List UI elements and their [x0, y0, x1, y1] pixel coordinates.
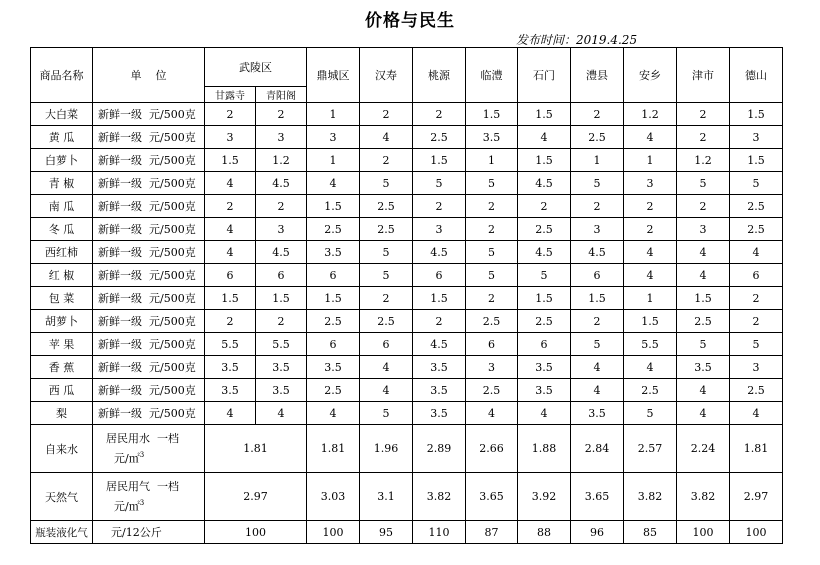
table-row — [31, 149, 783, 172]
price-cell: 4 — [518, 402, 571, 425]
price-cell: 2.84 — [571, 425, 624, 473]
price-cell: 2.5 — [624, 379, 677, 402]
price-cell: 3.5 — [205, 379, 256, 402]
price-cell: 5 — [677, 172, 730, 195]
price-cell: 3.03 — [307, 473, 360, 521]
lpg-unit: 元/12公斤 — [93, 521, 205, 544]
price-cell: 96 — [571, 521, 624, 544]
price-cell: 5 — [360, 241, 413, 264]
price-cell: 6 — [413, 264, 466, 287]
price-cell: 2 — [360, 287, 413, 310]
price-cell: 2 — [624, 218, 677, 241]
item-unit: 新鲜一级 元/500克 — [93, 195, 205, 218]
price-cell: 1.96 — [360, 425, 413, 473]
price-cell: 6 — [518, 333, 571, 356]
price-cell: 3.92 — [518, 473, 571, 521]
item-name: 梨 — [31, 402, 93, 425]
price-cell: 3.5 — [413, 402, 466, 425]
item-unit: 新鲜一级 元/500克 — [93, 149, 205, 172]
price-cell: 1.5 — [518, 149, 571, 172]
header-unit: 单 位 — [93, 48, 205, 103]
price-cell: 4 — [256, 402, 307, 425]
price-cell: 3.65 — [466, 473, 518, 521]
item-unit: 新鲜一级 元/500克 — [93, 241, 205, 264]
header-subdistrict: 青阳阁 — [256, 87, 307, 103]
price-cell: 110 — [413, 521, 466, 544]
item-unit: 新鲜一级 元/500克 — [93, 310, 205, 333]
item-unit: 新鲜一级 元/500克 — [93, 103, 205, 126]
price-cell: 3.5 — [518, 356, 571, 379]
price-cell: 2.5 — [730, 379, 783, 402]
price-cell: 4 — [360, 356, 413, 379]
item-name: 黄 瓜 — [31, 126, 93, 149]
item-unit: 新鲜一级 元/500克 — [93, 333, 205, 356]
price-cell: 2 — [571, 195, 624, 218]
price-cell: 5 — [466, 241, 518, 264]
price-cell: 4 — [677, 402, 730, 425]
price-cell: 3.5 — [256, 356, 307, 379]
header-region: 澧县 — [571, 48, 624, 103]
price-cell: 2 — [677, 103, 730, 126]
header-region: 鼎城区 — [307, 48, 360, 103]
price-cell: 1.81 — [730, 425, 783, 473]
price-cell: 1.5 — [466, 103, 518, 126]
price-cell: 5 — [413, 172, 466, 195]
price-cell: 1.5 — [413, 149, 466, 172]
price-cell: 2.66 — [466, 425, 518, 473]
price-cell: 4 — [360, 379, 413, 402]
price-cell: 4 — [677, 379, 730, 402]
price-cell: 100 — [307, 521, 360, 544]
table-row — [31, 218, 783, 241]
price-cell: 5 — [571, 172, 624, 195]
header-region: 临澧 — [466, 48, 518, 103]
table-row — [31, 356, 783, 379]
item-name: 香 蕉 — [31, 356, 93, 379]
price-cell: 5 — [466, 264, 518, 287]
price-cell: 3.1 — [360, 473, 413, 521]
item-name: 冬 瓜 — [31, 218, 93, 241]
item-unit: 新鲜一级 元/500克 — [93, 172, 205, 195]
price-cell: 6 — [307, 264, 360, 287]
price-cell: 3.5 — [256, 379, 307, 402]
price-cell: 100 — [730, 521, 783, 544]
price-cell: 2 — [624, 195, 677, 218]
table-row — [31, 264, 783, 287]
price-cell: 1.5 — [307, 195, 360, 218]
price-cell: 5 — [730, 172, 783, 195]
item-unit: 新鲜一级 元/500克 — [93, 264, 205, 287]
price-cell: 5.5 — [256, 333, 307, 356]
price-cell: 3 — [730, 356, 783, 379]
price-cell: 2 — [360, 149, 413, 172]
price-cell: 4 — [205, 402, 256, 425]
price-cell: 2.5 — [307, 218, 360, 241]
price-cell: 4 — [360, 126, 413, 149]
price-cell: 4.5 — [518, 172, 571, 195]
price-cell: 4 — [518, 126, 571, 149]
header-name: 商品名称 — [31, 48, 93, 103]
item-name: 西 瓜 — [31, 379, 93, 402]
lpg-row — [31, 521, 783, 544]
table-row — [31, 103, 783, 126]
price-cell: 2 — [677, 126, 730, 149]
price-cell: 2 — [466, 287, 518, 310]
price-cell: 2.24 — [677, 425, 730, 473]
price-cell: 1.5 — [624, 310, 677, 333]
price-cell: 2 — [205, 310, 256, 333]
price-cell: 5 — [677, 333, 730, 356]
price-cell: 3 — [307, 126, 360, 149]
utility-unit-text: 居民用水 一档 元/㎡$^3$ — [106, 432, 179, 465]
price-cell-wuling: 100 — [205, 521, 307, 544]
price-cell: 3.5 — [466, 126, 518, 149]
table-row — [31, 310, 783, 333]
price-cell: 4 — [205, 172, 256, 195]
price-cell: 1.88 — [518, 425, 571, 473]
price-cell: 3.5 — [413, 379, 466, 402]
price-cell: 4 — [466, 402, 518, 425]
price-cell: 5 — [360, 172, 413, 195]
header-region: 桃源 — [413, 48, 466, 103]
item-name: 南 瓜 — [31, 195, 93, 218]
price-cell: 4 — [205, 241, 256, 264]
price-cell: 2 — [730, 310, 783, 333]
table-row — [31, 379, 783, 402]
price-cell: 3.5 — [205, 356, 256, 379]
utility-row — [31, 425, 783, 473]
price-cell: 2.5 — [677, 310, 730, 333]
price-cell: 85 — [624, 521, 677, 544]
item-name: 白萝卜 — [31, 149, 93, 172]
price-cell: 1.5 — [307, 287, 360, 310]
price-cell: 100 — [677, 521, 730, 544]
price-cell: 3 — [256, 218, 307, 241]
price-cell: 88 — [518, 521, 571, 544]
price-cell: 1.5 — [677, 287, 730, 310]
table-row — [31, 333, 783, 356]
price-cell: 3.5 — [518, 379, 571, 402]
price-cell: 2 — [413, 195, 466, 218]
table-row — [31, 402, 783, 425]
price-cell: 3.5 — [307, 356, 360, 379]
item-name: 苹 果 — [31, 333, 93, 356]
price-cell: 2 — [413, 310, 466, 333]
table-row — [31, 241, 783, 264]
price-cell: 4.5 — [256, 241, 307, 264]
price-cell: 3 — [624, 172, 677, 195]
price-cell: 4 — [307, 402, 360, 425]
table-row — [31, 287, 783, 310]
price-cell: 6 — [307, 333, 360, 356]
price-cell: 4 — [571, 356, 624, 379]
price-cell: 5 — [730, 333, 783, 356]
price-cell: 2.5 — [307, 379, 360, 402]
header-wuling-district: 武陵区 — [205, 48, 307, 87]
price-cell: 3 — [677, 218, 730, 241]
price-cell: 1 — [466, 149, 518, 172]
price-cell: 1.5 — [205, 149, 256, 172]
price-cell: 5.5 — [624, 333, 677, 356]
utility-name: 天然气 — [31, 473, 93, 521]
price-cell: 2 — [256, 103, 307, 126]
utility-unit-text: 居民用气 一档 元/㎡$^3$ — [106, 480, 179, 513]
utility-name: 自来水 — [31, 425, 93, 473]
item-unit: 新鲜一级 元/500克 — [93, 287, 205, 310]
price-cell: 2 — [360, 103, 413, 126]
table-row — [31, 195, 783, 218]
price-cell: 6 — [205, 264, 256, 287]
price-cell: 3 — [730, 126, 783, 149]
price-cell: 2.5 — [730, 218, 783, 241]
price-cell: 1.5 — [518, 287, 571, 310]
price-cell: 3 — [413, 218, 466, 241]
price-cell: 3.82 — [624, 473, 677, 521]
price-cell: 2.97 — [730, 473, 783, 521]
price-cell: 1 — [624, 287, 677, 310]
price-cell: 5 — [518, 264, 571, 287]
price-cell: 2.5 — [571, 126, 624, 149]
lpg-name: 瓶装液化气 — [31, 521, 93, 544]
price-cell: 3.5 — [677, 356, 730, 379]
price-cell: 4 — [624, 241, 677, 264]
price-cell: 4.5 — [256, 172, 307, 195]
price-cell: 4 — [307, 172, 360, 195]
price-cell: 4.5 — [413, 333, 466, 356]
price-cell: 6 — [466, 333, 518, 356]
price-cell: 2 — [571, 103, 624, 126]
price-cell: 2 — [730, 287, 783, 310]
price-cell: 1 — [307, 103, 360, 126]
price-cell: 4 — [677, 264, 730, 287]
table-row — [31, 172, 783, 195]
price-cell: 2.5 — [360, 195, 413, 218]
item-unit: 新鲜一级 元/500克 — [93, 379, 205, 402]
price-cell: 3.82 — [677, 473, 730, 521]
header-region: 德山 — [730, 48, 783, 103]
item-name: 大白菜 — [31, 103, 93, 126]
item-name: 西红柿 — [31, 241, 93, 264]
price-cell: 1.5 — [730, 103, 783, 126]
price-cell: 3 — [571, 218, 624, 241]
price-cell: 2 — [466, 195, 518, 218]
price-cell: 2.5 — [466, 310, 518, 333]
price-cell: 1.5 — [730, 149, 783, 172]
price-cell: 2.5 — [730, 195, 783, 218]
item-unit: 新鲜一级 元/500克 — [93, 126, 205, 149]
price-cell: 2.57 — [624, 425, 677, 473]
price-cell: 1.5 — [256, 287, 307, 310]
price-cell: 3.82 — [413, 473, 466, 521]
price-cell: 2 — [677, 195, 730, 218]
price-cell: 1.2 — [624, 103, 677, 126]
price-cell: 1 — [624, 149, 677, 172]
price-cell: 4 — [730, 402, 783, 425]
price-cell: 4 — [205, 218, 256, 241]
price-cell: 2.5 — [360, 218, 413, 241]
item-name: 包 菜 — [31, 287, 93, 310]
item-name: 胡萝卜 — [31, 310, 93, 333]
price-cell: 3.5 — [307, 241, 360, 264]
price-cell: 3 — [205, 126, 256, 149]
price-cell: 4 — [624, 264, 677, 287]
price-cell: 5.5 — [205, 333, 256, 356]
price-cell: 2 — [518, 195, 571, 218]
price-cell: 3.5 — [413, 356, 466, 379]
price-cell: 2 — [205, 103, 256, 126]
price-table — [30, 47, 783, 544]
header-subdistrict: 甘露寺 — [205, 87, 256, 103]
header-region: 安乡 — [624, 48, 677, 103]
price-cell: 4 — [730, 241, 783, 264]
price-cell: 5 — [624, 402, 677, 425]
price-cell: 2.5 — [360, 310, 413, 333]
price-cell: 2 — [256, 310, 307, 333]
price-cell: 87 — [466, 521, 518, 544]
price-cell: 3.5 — [571, 402, 624, 425]
publish-date: 发布时间：2019.4.25 — [516, 33, 638, 47]
price-cell: 1.5 — [413, 287, 466, 310]
price-cell: 3 — [466, 356, 518, 379]
header-region: 津市 — [677, 48, 730, 103]
price-cell: 4 — [624, 356, 677, 379]
item-unit: 新鲜一级 元/500克 — [93, 218, 205, 241]
price-cell: 1 — [571, 149, 624, 172]
header-region: 石门 — [518, 48, 571, 103]
header-row — [31, 48, 783, 87]
price-cell: 6 — [571, 264, 624, 287]
price-cell: 5 — [571, 333, 624, 356]
item-name: 青 椒 — [31, 172, 93, 195]
price-cell: 4.5 — [571, 241, 624, 264]
price-cell: 2 — [205, 195, 256, 218]
price-cell: 1 — [307, 149, 360, 172]
price-cell: 2.5 — [518, 310, 571, 333]
price-cell: 2 — [466, 218, 518, 241]
price-cell: 1.5 — [571, 287, 624, 310]
item-name: 红 椒 — [31, 264, 93, 287]
price-cell: 6 — [730, 264, 783, 287]
price-cell: 2 — [413, 103, 466, 126]
price-cell: 2.5 — [518, 218, 571, 241]
price-cell: 5 — [360, 402, 413, 425]
price-cell: 4 — [571, 379, 624, 402]
price-cell: 4 — [677, 241, 730, 264]
price-cell: 2 — [571, 310, 624, 333]
price-cell: 6 — [256, 264, 307, 287]
table-row — [31, 126, 783, 149]
price-cell: 2.89 — [413, 425, 466, 473]
utility-unit — [93, 473, 205, 521]
price-cell-wuling: 1.81 — [205, 425, 307, 473]
header-region: 汉寿 — [360, 48, 413, 103]
price-cell: 6 — [360, 333, 413, 356]
utility-unit — [93, 425, 205, 473]
price-cell: 3 — [256, 126, 307, 149]
price-cell: 4 — [624, 126, 677, 149]
price-cell: 5 — [360, 264, 413, 287]
price-cell: 4.5 — [413, 241, 466, 264]
price-cell: 1.2 — [256, 149, 307, 172]
price-cell: 3.65 — [571, 473, 624, 521]
page-title: 价格与民生 — [365, 11, 455, 31]
price-cell: 95 — [360, 521, 413, 544]
price-cell: 1.2 — [677, 149, 730, 172]
item-unit: 新鲜一级 元/500克 — [93, 356, 205, 379]
price-cell: 4.5 — [518, 241, 571, 264]
price-cell: 2.5 — [413, 126, 466, 149]
price-cell: 2 — [256, 195, 307, 218]
price-cell: 1.81 — [307, 425, 360, 473]
price-cell: 2.5 — [307, 310, 360, 333]
price-cell: 5 — [466, 172, 518, 195]
utility-row — [31, 473, 783, 521]
price-cell-wuling: 2.97 — [205, 473, 307, 521]
price-cell: 2.5 — [466, 379, 518, 402]
item-unit: 新鲜一级 元/500克 — [93, 402, 205, 425]
price-cell: 1.5 — [205, 287, 256, 310]
price-cell: 1.5 — [518, 103, 571, 126]
